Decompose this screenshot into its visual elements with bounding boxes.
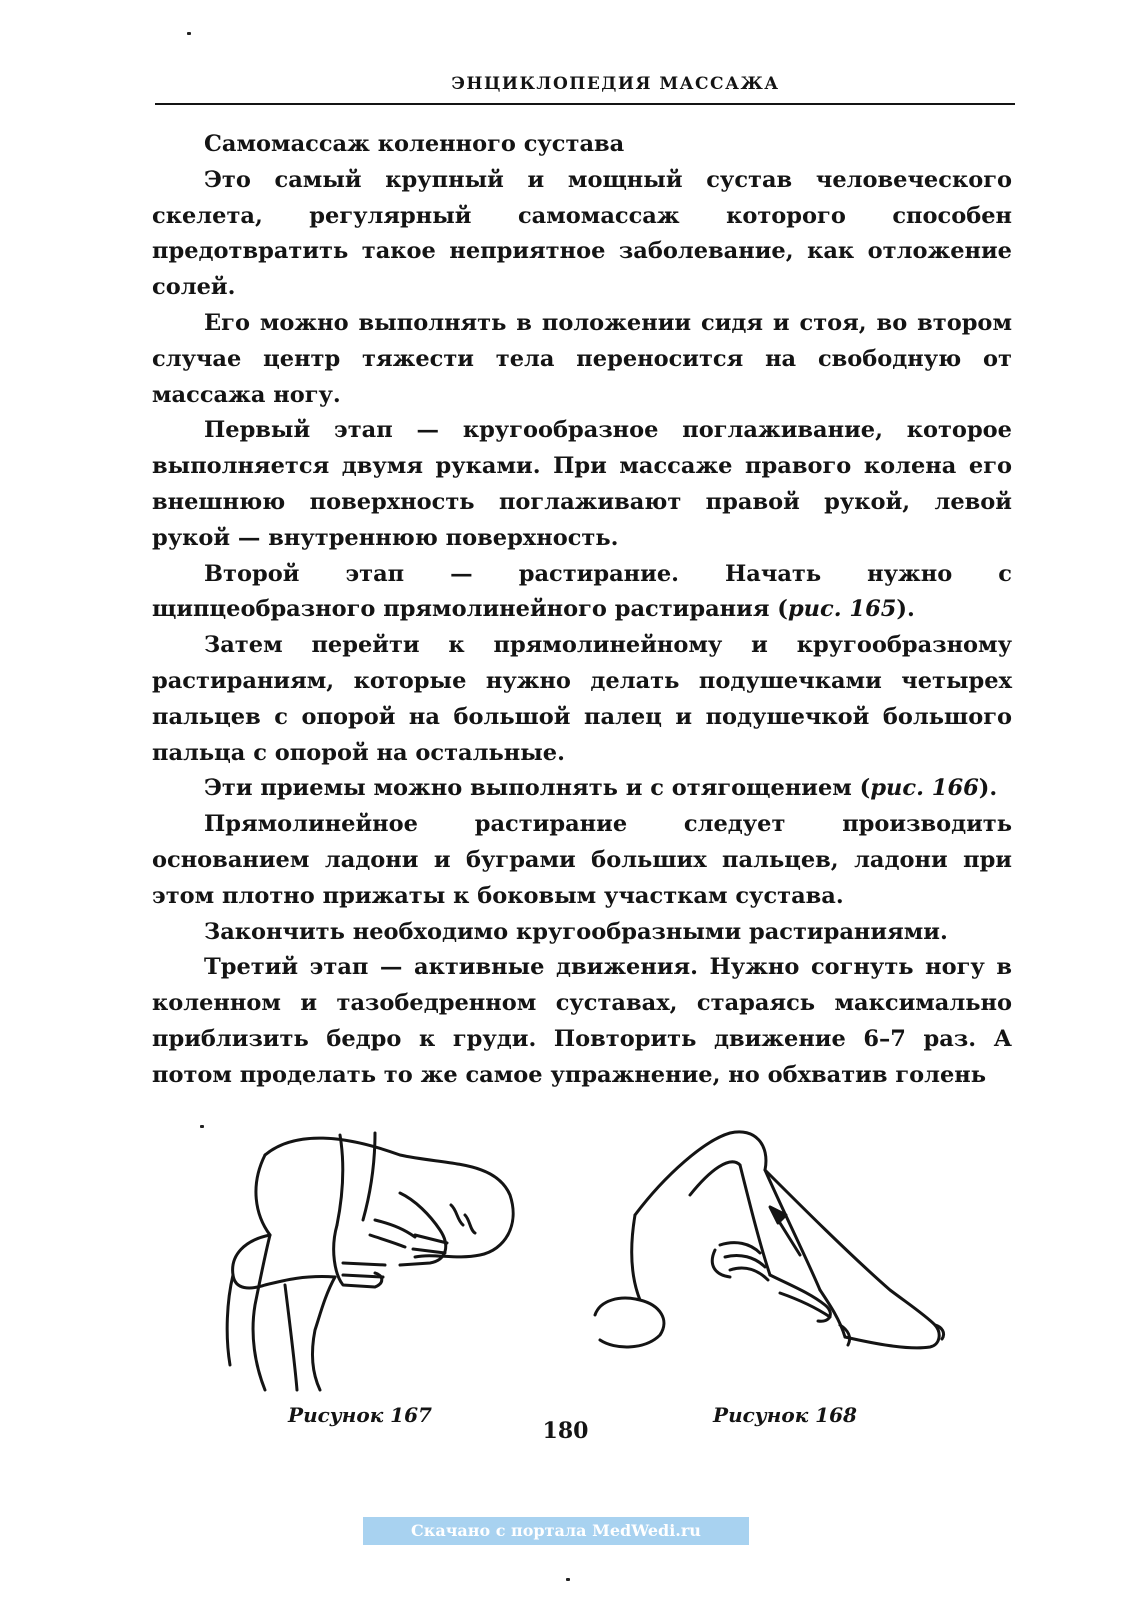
paragraph-6 — [152, 771, 1012, 807]
body-text — [152, 127, 1012, 1094]
running-header: ЭНЦИКЛОПЕДИЯ МАССАЖА — [451, 74, 780, 94]
knee-self-massage-hands-illustration — [225, 1125, 535, 1395]
scan-speck — [566, 1578, 570, 1581]
scan-speck — [200, 1125, 204, 1128]
header-rule — [155, 103, 1015, 105]
paragraph-4-text: Второй этап — растирание. Начать нужно с щипцеобразного прямолинейного растирания ( — [152, 560, 1012, 623]
paragraph-4-end: ). — [896, 596, 915, 623]
figure-167 — [225, 1125, 535, 1395]
paragraph-6-text: Эти приемы можно выполнять и с отягощением ( — [204, 775, 871, 802]
paragraph-7: Прямолинейное растирание следует производить основанием ладони и буграми больших пальцев, ладони при этом плотно прижаты к боковым участкам сустава. — [152, 811, 1012, 909]
knee-self-massage-seated-leg-illustration — [590, 1125, 970, 1375]
paragraph-8: Закончить необходимо кругообразными растираниями. — [204, 918, 948, 945]
figure-168-caption: Рисунок 168 — [713, 1403, 857, 1427]
paragraph-2: Его можно выполнять в положении сидя и стоя, во втором случае центр тяжести тела переносится на свободную от массажа ногу. — [152, 309, 1012, 408]
paragraph-6-end: ). — [978, 775, 998, 802]
paragraph-5: Затем перейти к прямолинейному и кругообразному растираниям, которые нужно делать подушечками четырех пальцев с опорой на большой палец и подушечкой большого пальца с опорой на остальные. — [152, 632, 1012, 766]
watermark-banner: Скачано с портала MedWedi.ru — [363, 1517, 749, 1545]
figure-168 — [590, 1125, 970, 1375]
paragraph-4 — [152, 557, 1012, 629]
paragraph-9: Третий этап — активные движения. Нужно согнуть ногу в коленном и тазобедренном суставах, стараясь максимально приблизить бедро к груди. Повторить движение 6–7 раз. А потом проделать то же самое упражнение, но обхватив голень — [152, 954, 1012, 1088]
paragraph-1: Это самый крупный и мощный сустав человеческого скелета, регулярный самомассаж которого способен предотвратить такое неприятное заболевание, как отложение солей. — [152, 166, 1012, 301]
figure-167-caption: Рисунок 167 — [288, 1403, 432, 1427]
paragraph-3: Первый этап — кругообразное поглаживание, которое выполняется двумя руками. При массаже правого колена его внешнюю поверхность поглаживают правой рукой, левой рукой — внутреннюю поверхность. — [152, 417, 1012, 551]
section-title: Самомассаж коленного сустава — [204, 131, 625, 157]
figure-reference: рис. 165 — [787, 596, 897, 623]
page-number: 180 — [542, 1418, 589, 1444]
figure-reference: рис. 166 — [870, 775, 979, 802]
scan-speck — [187, 32, 191, 35]
